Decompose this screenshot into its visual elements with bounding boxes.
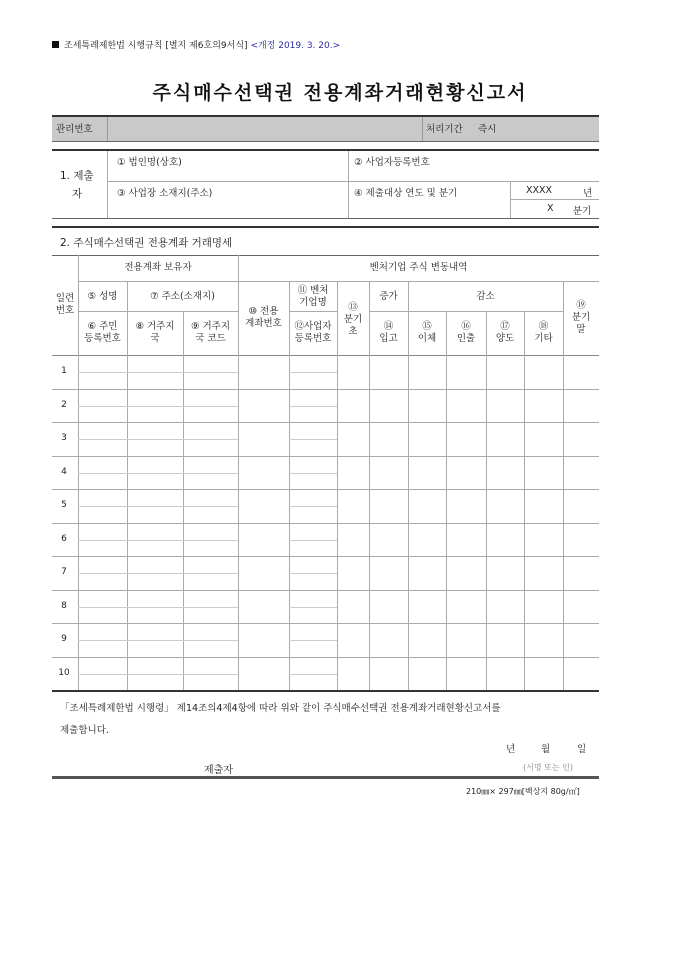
divider [78, 640, 238, 641]
divider [422, 117, 423, 141]
row-number: 7 [61, 567, 67, 577]
divider [52, 355, 599, 356]
form-reference [52, 38, 340, 51]
address-header: ⑦ 주소(소재지) [150, 291, 215, 302]
divider [52, 389, 599, 390]
period-value: 즉시 [478, 124, 497, 135]
begin-line3: 초 [348, 326, 358, 337]
square-bullet-icon [52, 41, 59, 48]
divider [52, 422, 599, 423]
serial-header-line1: 일련 [55, 293, 75, 304]
divider [52, 657, 599, 658]
row-number: 1 [61, 366, 67, 376]
divider [183, 311, 184, 690]
section2-title: 2. 주식매수선택권 전용계좌 거래명세 [60, 237, 233, 249]
increase-header: 증가 [379, 291, 398, 302]
divider [524, 311, 525, 690]
divider [289, 406, 337, 407]
venture-name-header [289, 285, 337, 309]
divider [52, 523, 599, 524]
corp-name-field[interactable]: ① 법인명(상호) [117, 157, 182, 168]
divider [107, 151, 108, 218]
venture-reg-line2: 등록번호 [294, 333, 332, 344]
year-value[interactable]: XXXX [526, 185, 553, 196]
row-number: 10 [58, 668, 70, 678]
deposit-line1: ⑭ [383, 321, 394, 332]
divider [78, 540, 238, 541]
divider [289, 540, 337, 541]
other-header [524, 321, 563, 345]
biz-reg-no-field[interactable]: ② 사업자등록번호 [354, 157, 430, 168]
divider [289, 607, 337, 608]
account-line2: 계좌번호 [245, 318, 282, 329]
end-line3: 말 [576, 324, 586, 335]
row-number: 3 [61, 433, 67, 443]
divider [52, 226, 599, 228]
divider [78, 281, 599, 282]
divider [52, 489, 599, 490]
divider [52, 255, 599, 256]
divider [78, 607, 238, 608]
submitter-label-2: 자 [72, 188, 83, 200]
transfer-header [408, 321, 446, 345]
divider [337, 281, 338, 690]
divider [78, 406, 238, 407]
serial-header [52, 293, 78, 317]
divider [78, 473, 238, 474]
row-number: 5 [61, 500, 67, 510]
venture-reg-header [289, 321, 337, 345]
divider [52, 776, 599, 779]
divider [289, 372, 337, 373]
row-number: 4 [61, 467, 67, 477]
date-month[interactable]: 월 [541, 744, 551, 755]
date-year[interactable]: 년 [506, 744, 516, 755]
row-number: 8 [61, 601, 67, 611]
declaration-text: 「조세특례제한법 시행령」 제14조의4제4항에 따라 위와 같이 주식매수선택권 전용계좌거래현황신고서를 [60, 703, 501, 714]
serial-header-line2: 번호 [55, 305, 75, 316]
withdraw-header [446, 321, 486, 345]
mgmt-no-label: 관리번호 [56, 124, 93, 135]
divider [369, 311, 563, 312]
divider [78, 674, 238, 675]
row-number: 6 [61, 534, 67, 544]
divider [446, 311, 447, 690]
divider [289, 674, 337, 675]
divider [52, 218, 599, 219]
end-quarter-header [563, 300, 599, 336]
quarter-value[interactable]: X [547, 203, 554, 214]
country-code-line2: 국 코드 [195, 333, 226, 344]
resident-no-line2: 등록번호 [84, 333, 121, 344]
divider [289, 473, 337, 474]
year-quarter-field[interactable]: ④ 제출대상 연도 및 분기 [354, 188, 458, 199]
withdraw-line2: 인출 [456, 333, 476, 344]
deposit-header [369, 321, 408, 345]
account-line1: ⑩ 전용 [248, 306, 279, 317]
submitter-label: 1. 제출 [60, 170, 94, 182]
quarter-unit: 분기 [573, 206, 592, 217]
divider [107, 117, 108, 141]
row-number: 9 [61, 634, 67, 644]
divider [78, 311, 238, 312]
paper-spec: 210㎜× 297㎜[백상지 80g/㎡] [466, 787, 580, 796]
country-code-line1: ⑨ 거주지 [190, 321, 231, 332]
page-title: 주식매수선택권 전용계좌거래현황신고서 [152, 82, 528, 104]
resident-no-line1: ⑥ 주민 [87, 321, 118, 332]
decrease-header: 감소 [476, 291, 495, 302]
other-line2: 기타 [534, 333, 553, 344]
divider [289, 573, 337, 574]
period-label: 처리기간 [426, 124, 463, 135]
sign-hint[interactable]: (서명 또는 인) [523, 763, 573, 772]
revision-date: <개정 2019. 3. 20.> [250, 41, 341, 51]
end-line1: ⑲ [576, 300, 586, 311]
venture-name-line2: 기업명 [299, 297, 327, 308]
divider [563, 281, 564, 690]
divider [78, 506, 238, 507]
venture-group-header: 벤처기업 주식 변동내역 [369, 262, 468, 273]
transfer-line1: ⑮ [422, 321, 432, 332]
divider [52, 590, 599, 591]
year-unit: 년 [583, 188, 593, 199]
divider [52, 690, 599, 692]
transfer-line2: 이체 [417, 333, 437, 344]
begin-line1: ⑬ [348, 302, 358, 313]
date-day[interactable]: 일 [577, 744, 587, 755]
country-code-header [183, 321, 238, 345]
sale-line1: ⑰ [500, 321, 510, 332]
sale-header [486, 321, 524, 345]
end-line2: 분기 [571, 312, 591, 323]
divider [486, 311, 487, 690]
country-line2: 국 [150, 333, 160, 344]
holder-group-header: 전용계좌 보유자 [124, 262, 192, 273]
divider [52, 623, 599, 624]
row-number: 2 [61, 400, 67, 410]
address-field[interactable]: ③ 사업장 소재지(주소) [117, 188, 213, 199]
divider [510, 199, 599, 200]
sale-line2: 양도 [495, 333, 515, 344]
divider [289, 506, 337, 507]
divider [52, 556, 599, 557]
divider [52, 141, 599, 142]
divider [289, 439, 337, 440]
admin-bar [52, 117, 599, 141]
divider [52, 149, 599, 151]
account-header [238, 306, 289, 330]
divider [289, 640, 337, 641]
law-reference: 조세특례제한법 시행규칙 [별지 제6호의9서식] [64, 41, 248, 51]
begin-line2: 분기 [343, 314, 363, 325]
deposit-line2: 입고 [379, 333, 398, 344]
name-header: ⑤ 성명 [87, 291, 118, 302]
resident-no-header [78, 321, 127, 345]
divider [289, 311, 337, 312]
divider [107, 181, 599, 182]
venture-reg-line1: ⑫사업자 [294, 321, 332, 332]
divider [78, 439, 238, 440]
divider [348, 151, 349, 218]
withdraw-line1: ⑯ [461, 321, 471, 332]
country-header [127, 321, 183, 345]
divider [78, 372, 238, 373]
begin-quarter-header [337, 302, 369, 338]
country-line1: ⑧ 거주지 [135, 321, 175, 332]
declaration-text-2: 제출합니다. [60, 725, 109, 736]
venture-name-line1: ⑪ 벤처 [297, 285, 329, 296]
divider [78, 573, 238, 574]
submitter-sign-label: 제출자 [204, 765, 233, 776]
divider [52, 456, 599, 457]
other-line1: ⑱ [538, 321, 549, 332]
